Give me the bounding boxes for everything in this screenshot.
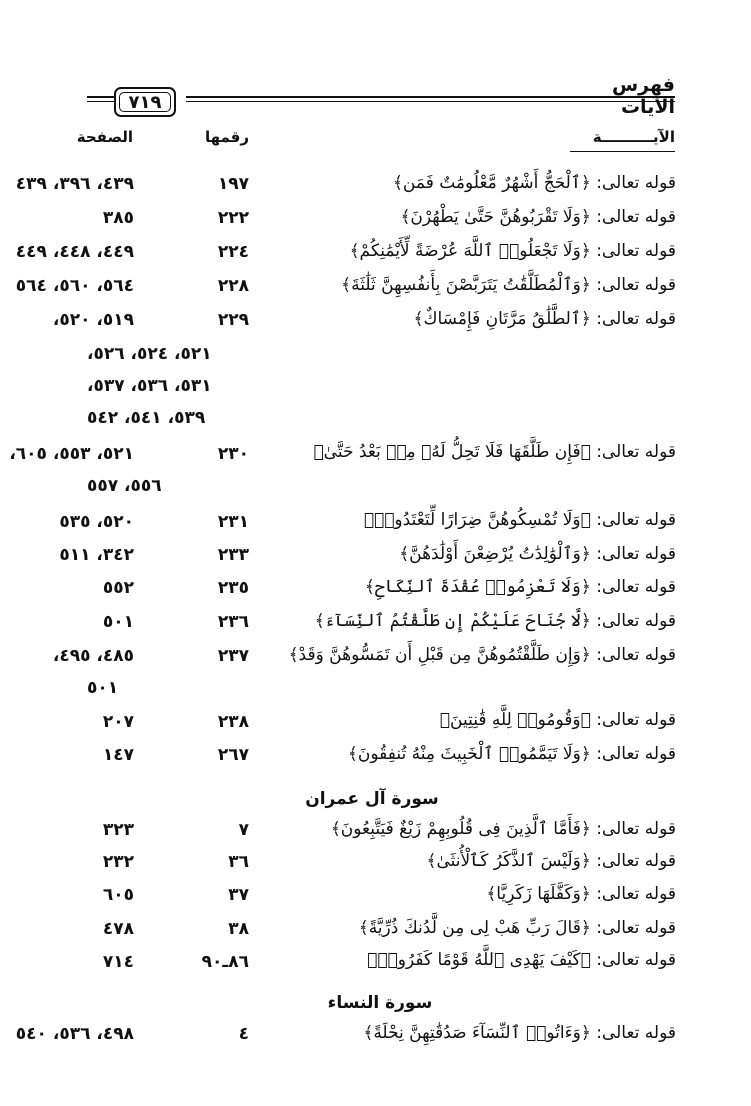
verse-label: قوله تعالى: <box>596 950 676 970</box>
verse-number: ٢٣٧ <box>217 646 249 666</box>
verse-number: ٤ <box>238 1024 249 1044</box>
header-rule-left-bottom <box>87 101 114 102</box>
verse-number: ٨٦ـ٩٠ <box>201 952 249 972</box>
verse-row <box>359 917 676 938</box>
verse-text: ﴿ٱلطَّلَٰقُ مَرَّتَانِ فَإِمْسَاكٌ﴾ <box>413 309 591 329</box>
verse-pages: ٧١٤ <box>102 952 134 972</box>
verse-text: ﴿وَلَا تَعْزِمُوا۟ عُقْدَةَ ٱلنِّكَاحِ﴾ <box>364 577 591 597</box>
verse-row <box>341 274 676 295</box>
verse-pages: ٣٢٣ <box>102 820 134 840</box>
header-rule-bottom <box>186 101 675 102</box>
page-number-box <box>114 87 176 117</box>
verse-row <box>348 743 676 764</box>
verse-text: ﴿وَإِن طَلَّقْتُمُوهُنَّ مِن قَبْلِ أَن تَمَسُّوهُنَّ وَقَدْ﴾ <box>288 645 591 665</box>
verse-row <box>331 818 676 839</box>
column-header-verse: الآيــــــــــة <box>592 128 675 146</box>
verse-number: ٢٣١ <box>217 512 249 532</box>
verse-label: قوله تعالى: <box>596 577 676 597</box>
surah-heading: سورة آل عمران <box>305 789 439 809</box>
verse-pages-continued: ٥٣١، ٥٣٦، ٥٣٧، <box>87 376 212 396</box>
verse-label: قوله تعالى: <box>596 710 676 730</box>
verse-text: ﴿فَأَمَّا ٱلَّذِينَ فِى قُلُوبِهِمْ زَيْغٌ فَيَتَّبِعُونَ﴾ <box>330 819 591 839</box>
verse-pages-continued: ٥٠١ <box>87 678 119 698</box>
verse-pages: ٤٨٥، ٤٩٥، <box>52 646 134 666</box>
verse-number: ٣٦ <box>228 852 249 872</box>
verse-text: ﴿وَلَا تَجْعَلُوا۟ ٱللَّهَ عُرْضَةً لِّأَيْمَٰنِكُمْ﴾ <box>349 241 591 261</box>
verse-number: ٢٢٤ <box>217 242 249 262</box>
column-header-number: رقمها <box>204 128 249 146</box>
verse-row <box>367 950 676 970</box>
verse-pages: ٥٥٢ <box>102 578 134 598</box>
verse-label: قوله تعالى: <box>596 884 676 904</box>
verse-label: قوله تعالى: <box>596 241 676 261</box>
verse-pages: ٥٢٠، ٥٣٥ <box>59 512 134 532</box>
verse-label: قوله تعالى: <box>596 309 676 329</box>
verse-pages-continued: ٥٣٩، ٥٤١، ٥٤٢ <box>87 408 206 428</box>
verse-number: ٢٢٨ <box>217 276 249 296</box>
verse-text: ﴿وَٱلْوَٰلِدَٰتُ يُرْضِعْنَ أَوْلَٰدَهُنَّ﴾ <box>399 544 591 564</box>
verse-label: قوله تعالى: <box>596 1023 676 1043</box>
verse-label: قوله تعالى: <box>596 207 676 227</box>
verse-label: قوله تعالى: <box>596 851 676 871</box>
verse-label: قوله تعالى: <box>596 918 676 938</box>
verse-number: ٢٢٩ <box>217 310 249 330</box>
verse-number: ٧ <box>238 820 249 840</box>
verse-pages: ٤٩٨، ٥٣٦، ٥٤٠ <box>15 1024 134 1044</box>
verse-pages: ٦٠٥ <box>102 885 134 905</box>
verse-row <box>440 710 676 730</box>
verse-pages: ٥٦٤، ٥٦٠، ٥٦٤ <box>15 276 134 296</box>
verse-text: ﴿كَيْفَ يَهْدِى ٱللَّهُ قَوْمًا كَفَرُوا۟﴾ <box>367 950 591 970</box>
verse-row <box>313 442 676 462</box>
verse-text: ﴿فَإِن طَلَّقَهَا فَلَا تَحِلُّ لَهُۥ مِنۢ بَعْدُ حَتَّىٰ﴾ <box>313 442 591 462</box>
verse-row <box>427 850 676 871</box>
surah-heading: سورة النساء <box>327 993 433 1013</box>
verse-text: ﴿وَكَفَّلَهَا زَكَرِيَّا﴾ <box>486 884 591 904</box>
column-header-page: الصفحة <box>76 128 133 146</box>
verse-label: قوله تعالى: <box>596 819 676 839</box>
verse-text: ﴿وَلَا تَقْرَبُوهُنَّ حَتَّىٰ يَطْهُرْنَ﴾ <box>400 207 591 227</box>
verse-pages: ٢٠٧ <box>102 712 134 732</box>
verse-number: ٢٣٦ <box>217 612 249 632</box>
verse-pages-continued: ٥٢١، ٥٢٤، ٥٢٦، <box>87 344 212 364</box>
verse-label: قوله تعالى: <box>596 275 676 295</box>
verse-number: ٣٨ <box>228 919 249 939</box>
verse-number: ٢٣٠ <box>217 444 249 464</box>
verse-text: ﴿وَلَيْسَ ٱلذَّكَرُ كَٱلْأُنثَىٰ﴾ <box>426 851 591 871</box>
verse-number: ١٩٧ <box>217 174 249 194</box>
header-rule-top <box>186 96 675 98</box>
verse-row <box>399 543 676 564</box>
page-number: ٧١٩ <box>128 92 162 113</box>
verse-text: ﴿وَلَا تُمْسِكُوهُنَّ ضِرَارًا لِّتَعْتَدُوا۟﴾ <box>363 510 591 530</box>
verse-pages: ٤٧٨ <box>102 919 134 939</box>
verse-text: ﴿لَّا جُنَاحَ عَلَيْكُمْ إِن طَلَّقْتُمُ ٱلنِّسَآءَ﴾ <box>314 611 591 631</box>
page-title: فهرس الآيات <box>611 74 675 118</box>
verse-row <box>365 576 676 597</box>
verse-label: قوله تعالى: <box>596 544 676 564</box>
verse-number: ٢٣٨ <box>217 712 249 732</box>
verse-row <box>414 308 676 329</box>
verse-pages: ٤٣٩، ٣٩٦، ٤٣٩ <box>15 174 134 194</box>
verse-text: ﴿قَالَ رَبِّ هَبْ لِى مِن لَّدُنكَ ذُرِّيَّةً﴾ <box>358 918 591 938</box>
verse-label: قوله تعالى: <box>596 173 676 193</box>
verse-text: ﴿ٱلْحَجُّ أَشْهُرٌ مَّعْلُومَٰتٌ فَمَن﴾ <box>392 173 591 193</box>
verse-number: ٢٣٥ <box>217 578 249 598</box>
verse-number: ٣٧ <box>228 885 249 905</box>
verse-row <box>364 510 676 530</box>
verse-label: قوله تعالى: <box>596 611 676 631</box>
verse-text: ﴿وَلَا تَيَمَّمُوا۟ ٱلْخَبِيثَ مِنْهُ تُنفِقُونَ﴾ <box>347 744 591 764</box>
verse-number: ٢٦٧ <box>217 745 249 765</box>
verse-pages: ٥٢١، ٥٥٣، ٦٠٥، <box>9 444 134 464</box>
verse-pages: ٤٤٩، ٤٤٨، ٤٤٩ <box>15 242 134 262</box>
verse-text: ﴿وَٱلْمُطَلَّقَٰتُ يَتَرَبَّصْنَ بِأَنفُسِهِنَّ ثَلَٰثَةَ﴾ <box>341 275 591 295</box>
verse-row <box>393 172 676 193</box>
verse-pages: ٥٠١ <box>102 612 134 632</box>
verse-row <box>289 644 676 665</box>
verse-text: ﴿وَءَاتُوا۟ ٱلنِّسَآءَ صَدُقَٰتِهِنَّ نِحْلَةً﴾ <box>363 1023 591 1043</box>
verse-label: قوله تعالى: <box>596 645 676 665</box>
verse-pages-continued: ٥٥٦، ٥٥٧ <box>87 476 162 496</box>
verse-pages: ٢٣٢ <box>102 852 134 872</box>
verse-pages: ٣٤٢، ٥١١ <box>59 545 134 565</box>
verse-row <box>486 883 676 904</box>
header-rule-left-top <box>87 96 114 98</box>
verse-label: قوله تعالى: <box>596 442 676 462</box>
verse-pages: ٣٨٥ <box>102 208 134 228</box>
verse-pages: ١٤٧ <box>102 745 134 765</box>
verse-label: قوله تعالى: <box>596 510 676 530</box>
verse-label: قوله تعالى: <box>596 744 676 764</box>
verse-row <box>350 240 676 261</box>
verse-row <box>363 1022 676 1043</box>
column-header-verse-underline <box>570 151 675 152</box>
verse-row <box>400 206 676 227</box>
verse-number: ٢٢٢ <box>217 208 249 228</box>
verse-row <box>315 610 676 631</box>
verse-number: ٢٣٣ <box>217 545 249 565</box>
verse-pages: ٥١٩، ٥٢٠، <box>52 310 134 330</box>
verse-text: ﴿وَقُومُوا۟ لِلَّهِ قَٰنِتِينَ﴾ <box>439 710 591 730</box>
